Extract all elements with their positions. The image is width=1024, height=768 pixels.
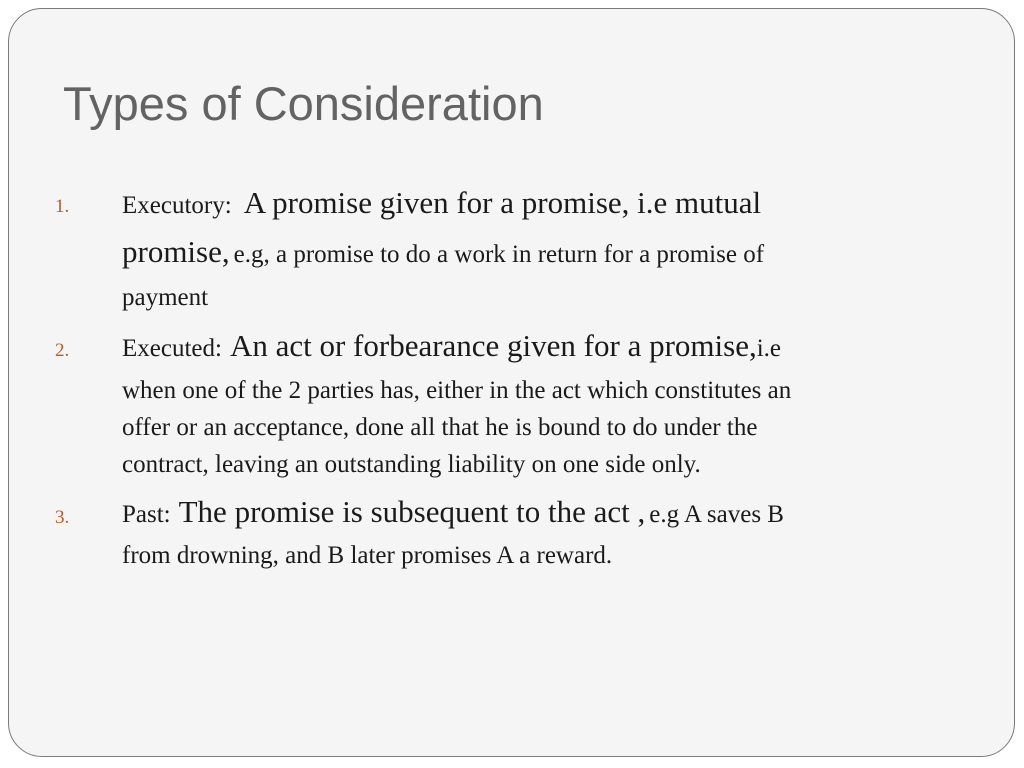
item-example-start: i.e xyxy=(756,335,782,362)
item-definition-continued: promise, xyxy=(122,234,230,269)
list-number: 2. xyxy=(55,340,70,361)
slide xyxy=(8,8,1015,757)
slide-title: Types of Consideration xyxy=(63,77,544,130)
item-detail-line: contract, leaving an outstanding liability on one side only. xyxy=(122,451,701,478)
item-example: e.g, a promise to do a work in return for a promise of xyxy=(233,241,765,268)
item-first-line xyxy=(122,181,964,230)
item-definition: A promise given for a promise, i.e mutual xyxy=(243,185,762,220)
item-detail-line: offer or an acceptance, done all that he is bound to do under the xyxy=(122,414,758,441)
item-definition: An act or forbearance given for a promise, xyxy=(229,328,757,363)
list-item-executed xyxy=(9,326,1015,483)
item-detail-line: when one of the 2 parties has, either in the act which constitutes an xyxy=(122,377,792,404)
item-detail-line: from drowning, and B later promises A a reward. xyxy=(122,542,613,569)
item-label: Past: xyxy=(122,501,171,528)
item-example-start: e.g A saves B xyxy=(649,501,784,528)
list-item-past xyxy=(9,493,1015,575)
item-definition: The promise is subsequent to the act , xyxy=(178,494,646,529)
item-first-line xyxy=(122,493,964,537)
item-example-tail: payment xyxy=(122,284,209,311)
item-label: Executory: xyxy=(122,192,232,219)
consideration-list xyxy=(9,181,1015,585)
item-second-line xyxy=(122,230,964,279)
item-label: Executed: xyxy=(122,335,222,362)
list-number: 1. xyxy=(55,196,70,217)
item-first-line xyxy=(122,326,964,372)
list-item-executory xyxy=(9,181,1015,316)
list-number: 3. xyxy=(55,507,70,528)
